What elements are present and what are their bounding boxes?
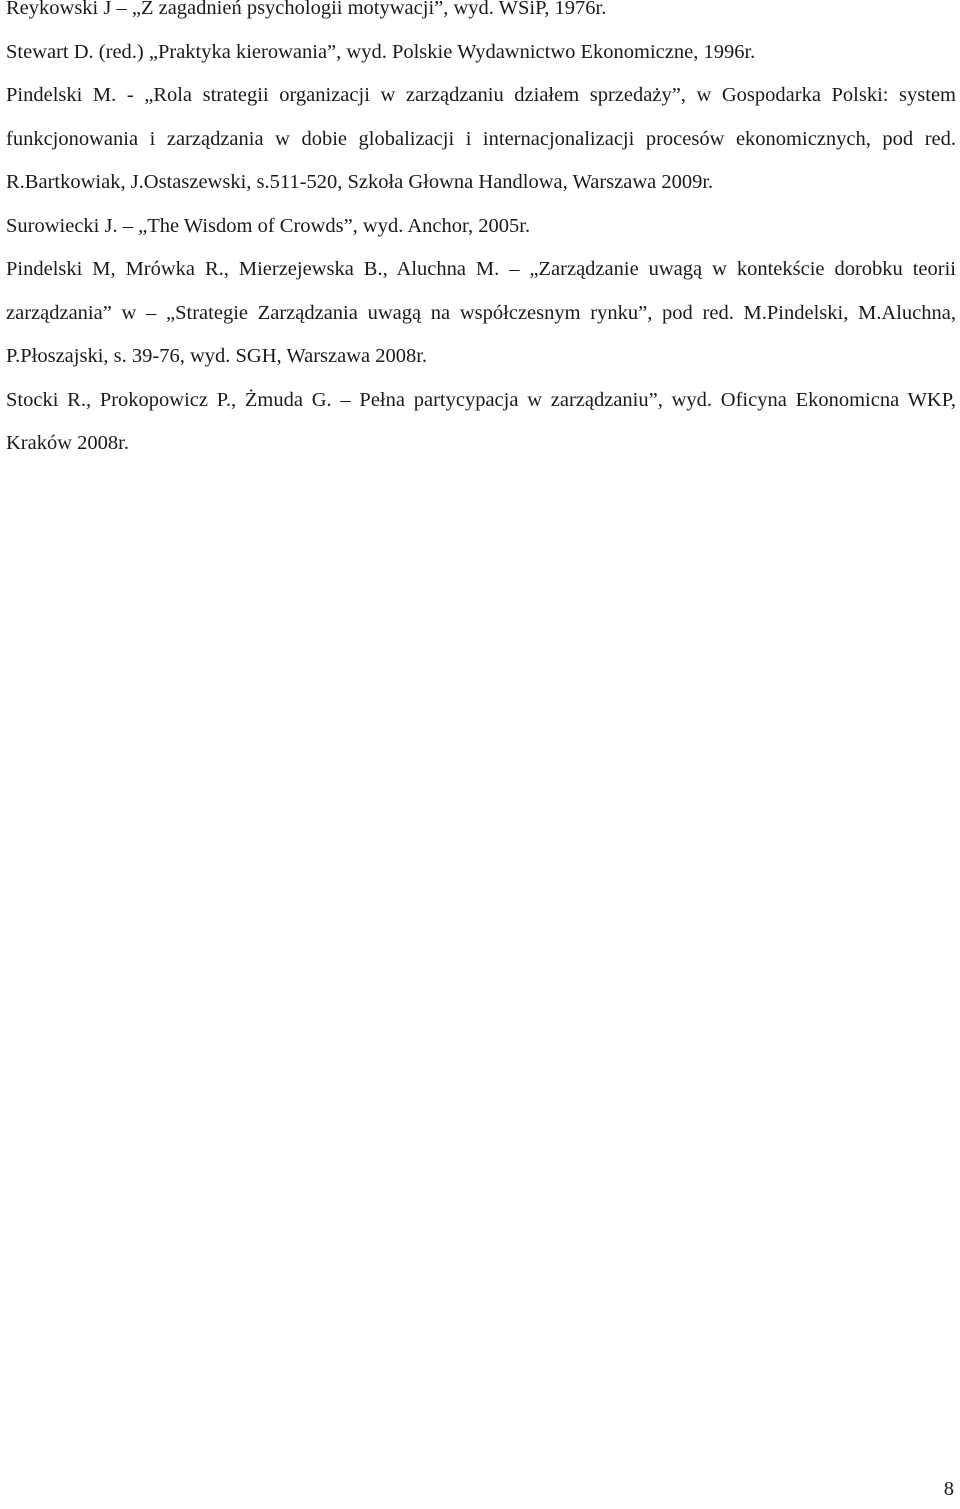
bibliography-list: [6, 0, 956, 466]
bibliography-entry: Pindelski M, Mrówka R., Mierzejewska B., Aluchna M. – „Zarządzanie uwagą w kontekście dorobku teorii zarządzania” w – „Strategie Zarządzania uwagą na współczesnym rynku”, pod red. M.Pindelski, M.Aluchna, P.Płoszajski, s. 39-76, wyd. SGH, Warszawa 2008r.: [6, 258, 956, 367]
bibliography-entry: Reykowski J – „Z zagadnień psychologii motywacji”, wyd. WSiP, 1976r.: [6, 0, 607, 19]
bibliography-entry: Stocki R., Prokopowicz P., Żmuda G. – Pełna partycypacja w zarządzaniu”, wyd. Oficyna Ekonomicna WKP, Kraków 2008r.: [6, 388, 956, 454]
bibliography-entry: Surowiecki J. – „The Wisdom of Crowds”, wyd. Anchor, 2005r.: [6, 214, 531, 237]
bibliography-entry: Stewart D. (red.) „Praktyka kierowania”, wyd. Polskie Wydawnictwo Ekonomiczne, 1996r.: [6, 40, 756, 63]
bibliography-entry: Pindelski M. - „Rola strategii organizacji w zarządzaniu działem sprzedaży”, w Gospodarka Polski: system funkcjonowania i zarządzania w dobie globalizacji i internacjonalizacji procesów ekonomicznych, pod red. R.Bartkowiak, J.Ostaszewski, s.511-520, Szkoła Głowna Handlowa, Warszawa 2009r.: [6, 84, 956, 193]
page-number: 8: [943, 1478, 954, 1500]
bibliography-page: [6, 0, 956, 466]
